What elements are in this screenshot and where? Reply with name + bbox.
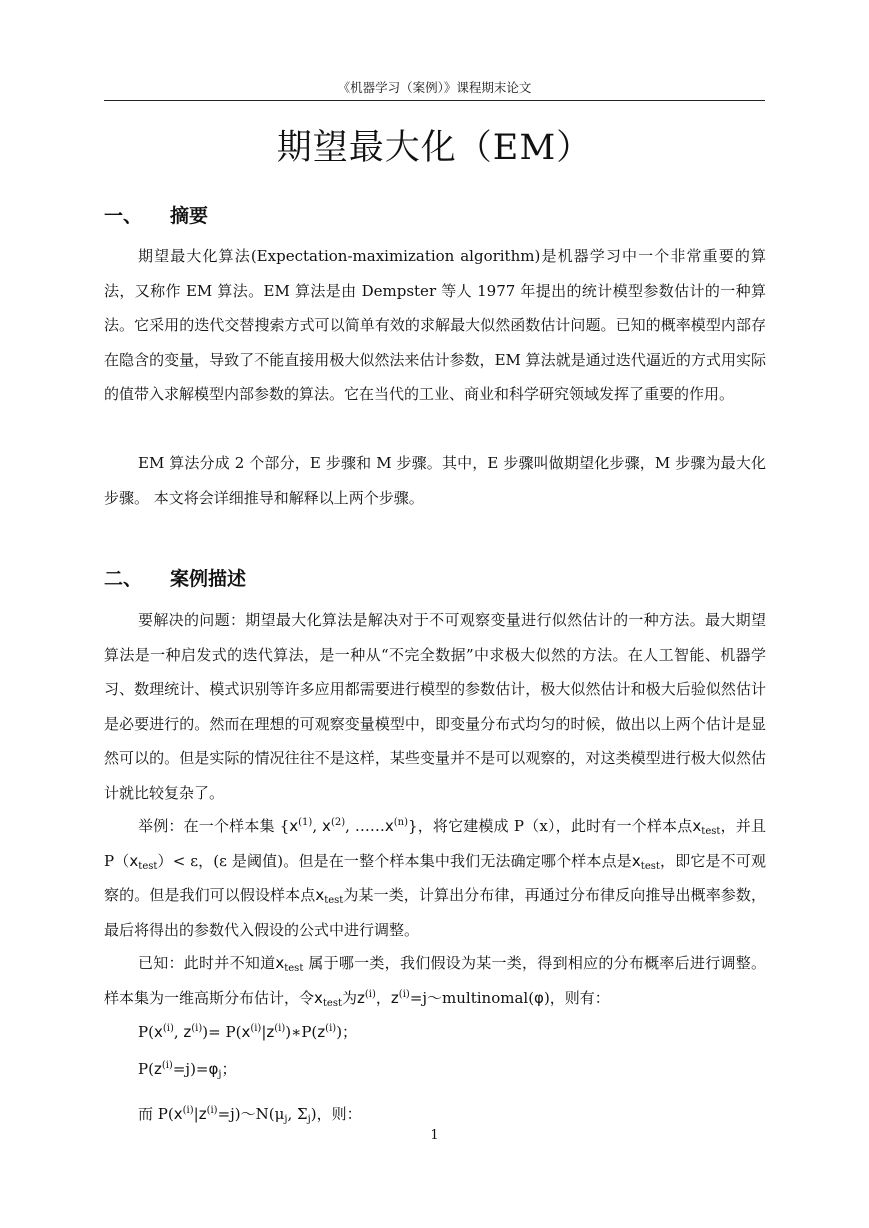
abstract-paragraph-2: EM 算法分成 2 个部分，E 步骤和 M 步骤。其中，E 步骤叫做期望化步骤，M 步骤为最大化步骤。 本文将会详细推导和解释以上两个步骤。 xyxy=(104,454,766,507)
section-number: 一、 xyxy=(104,205,143,227)
case-paragraph-known: 已知：此时并不知道$x_{test}$ 属于哪一类，我们假设为某一类，得到相应的分布概率后进行调整。样本集为一维高斯分布估计，令$x_{test}$为$z^{(i)}$，$z^{(i)}=j\sim multinomal(\varphi)$，则有： xyxy=(104,954,766,1009)
page-number: 1 xyxy=(430,1128,439,1143)
formula-conditional: 而 $P(x^{(i)}|z^{(i)}=j)\sim N(\mu_j$, $\Sigma_j$)，则： xyxy=(138,1105,362,1125)
case-paragraph-problem: 要解决的问题：期望最大化算法是解决对于不可观察变量进行似然估计的一种方法。最大期望算法是一种启发式的迭代算法，是一种从“不完全数据”中求极大似然的方法。在人工智能、机器学习、数理统计、模式识别等许多应用都需要进行模型的参数估计，极大似然估计和极大后验似然估计是必要进行的。然而在理想的可观察变量模型中，即变量分布式均匀的时候，做出以上两个估计是显然可以的。但是实际的情况往往不是这样，某些变量并不是可以观察的，对这类模型进行极大似然估计就比较复杂了。 xyxy=(104,611,766,802)
section-title: 案例描述 xyxy=(170,568,247,590)
abstract-paragraph-1: 期望最大化算法(Expectation-maximization algorithm)是机器学习中一个非常重要的算法，又称作 EM 算法。EM 算法是由 Dempster 等人 1977 年提出的统计模型参数估计的一种算法。它采用的迭代交替搜索方式可以简单有效的求解最大似然函数估计问题。已知的概率模型内部存在隐含的变量，导致了不能直接用极大似然法来估计参数，EM 算法就是通过迭代逼近的方式用实际的值带入求解模型内部参数的算法。它在当代的工业、商业和科学研究领域发挥了重要的作用。 xyxy=(104,247,766,404)
case-paragraph-example: 举例：在一个样本集 {$x^{(1)}$, $x^{(2)}$, $\dots\dots x^{(n)}$}，将它建模成 P（x），此时有一个样本点$x_{test}$，并且 $P(x_{test})< \varepsilon$，(ε 是阈值)。但是在一整个样本集中我们无法确定哪个样本点是$x_{test}$，即它是不可观察的。但是我们可以假设样本点$x_{test}$为某一类，计算出分布律，再通过分布律反向推导出概率参数，最后将得出的参数代入假设的公式中进行调整。 xyxy=(104,817,766,939)
section-number: 二、 xyxy=(104,568,143,590)
formula-prior: $P(z^{(i)}=j)=\varphi_j$； xyxy=(138,1060,237,1080)
section-title: 摘要 xyxy=(170,205,209,227)
formula-joint-probability: $P(x^{(i)}$, $z^{(i)})=$ $P(x^{(i)}|z^{(i)})∗P(z^{(i)})$； xyxy=(138,1023,358,1041)
section-heading-abstract xyxy=(104,202,208,230)
header-rule xyxy=(104,100,765,101)
running-header: 《机器学习（案例）》课程期末论文 xyxy=(337,80,532,95)
section-heading-case xyxy=(104,565,246,593)
paper-title: 期望最大化（EM） xyxy=(276,128,593,168)
